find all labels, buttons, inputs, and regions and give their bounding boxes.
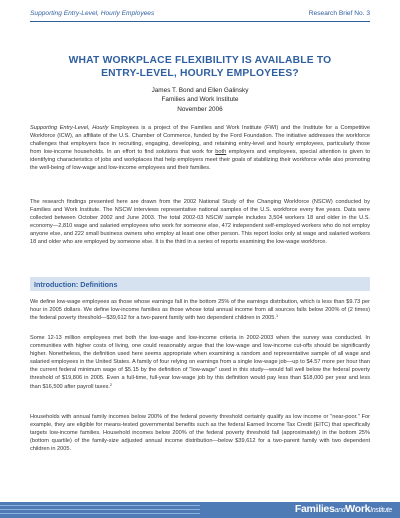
logo-word-families: Families [294,503,335,515]
authors: James T. Bond and Ellen Galinsky [151,87,249,94]
definitions-paragraph-2 [30,334,370,391]
definitions-paragraph-2-text: Some 12-13 million employees met both the low-wage and low-income criteria in 2002-2003 when the survey was conducted. In communities with higher costs of living, one could reasonably argue that the low-wage and low-income cut-offs should be significantly higher. Nonetheless, the definition used here seems appropriate when examining a random and representative sample of all wage and salaried employees in the United States. A family of four relying on earnings from a single low-wage job—up to $4.57 more per hour than the current federal minimum wage of $5.15 by the definition of "low-wage" used in this study—would fall well below the federal poverty threshold of $19,806 in 2005. Even a full-time, full-year low-wage job by this definition would pay less than $18,000 per year and less than $16,500 after payroll taxes. [30,335,370,390]
project-name: Supporting Entry-Level, Hourly [30,125,109,131]
logo-word-work: Work [345,503,371,515]
footer-stripe [0,513,200,514]
intro-paragraph-1-text: Employees is a project of the Families and Work Institute (FWI) and the Institute for a Competitive Workforce (ICW), an affiliate of the U.S. Chamber of Commerce, funded by the Ford Foundation. The initiative addresses the workforce challenges that employers face in recruiting, engaging, developing, and retaining entry-level and hourly employees, particularly those from low-income households. In an effort to find solutions that work for [30,125,370,156]
footer-stripe [0,505,200,506]
brief-number: Research Brief No. 3 [308,10,370,17]
byline [30,86,370,114]
intro-paragraph-2: The research findings presented here are drawn from the 2002 National Study of the Changing Workforce (NSCW) conducted by Families and Work Institute. The NSCW interviews representative national samples of the U.S. workforce every five years. Data were collected between October 2002 and June 2003. The total 2002-03 NSCW sample includes 3,504 workers 18 and older in the U.S. economy—2,810 wage and salaried employees who work for someone else, 472 independent self-employed workers who do not employ anyone else, and 222 small business owners who employ at least one other person. This report looks only at wage and salaried workers 18 and older who are employed by someone else. It is the third in a series of reports examining the low-wage workforce. [30,199,370,246]
document-title [30,54,370,80]
definitions-paragraph-1-text: We define low-wage employees as those whose earnings fall in the bottom 25% of the earnings distribution, which is less than $9.73 per hour in 2005 dollars. We define low-income families as those whose total annual income from all sources falls below 200% of (2 times) the federal poverty threshold—$39,612 for a two-parent family with two dependent children in 2005. [30,299,370,322]
running-header [30,9,370,22]
footer-stripe [0,509,200,510]
families-and-work-institute-logo [295,503,392,515]
series-title: Supporting Entry-Level, Hourly Employees [30,10,155,17]
publication-date: November 2006 [177,105,223,113]
emphasis-both: both [215,149,227,156]
section-heading: Introduction: Definitions [34,280,118,289]
title-line-2: ENTRY-LEVEL, HOURLY EMPLOYEES? [101,68,299,79]
logo-word-institute: Institute [370,507,392,514]
footnote-ref-2: 2 [109,382,113,387]
intro-paragraph-1-end: employers and employees, special attention is given to identifying characteristics of jobs and workplaces that help employers meet their goals of stabilizing their workforce while also promoting the well-being of low-wage and low-income employees and their families. [30,149,370,172]
logo-word-and: and [334,507,346,514]
title-line-1: WHAT WORKPLACE FLEXIBILITY IS AVAILABLE TO [68,55,332,66]
intro-paragraph-1 [30,124,370,173]
definitions-paragraph-3: Households with annual family incomes below 200% of the federal poverty threshold certainly qualify as low income or "near-poor." For example, they are eligible for means-tested governmental benefits such as the federal Earned Income Tax Credit (EITC) that specifically targets low-income families. Household incomes below 200% of the federal poverty threshold fall (approximately) in the bottom 25% (bottom quartile) of the family-size adjusted annual income distribution—below $39,612 for a two-parent family with two dependent children in 2005. [30,414,370,453]
organization: Families and Work Institute [161,96,239,104]
footer-band [0,502,400,518]
definitions-paragraph-1 [30,298,370,322]
footnote-ref-1: 1 [275,314,279,319]
